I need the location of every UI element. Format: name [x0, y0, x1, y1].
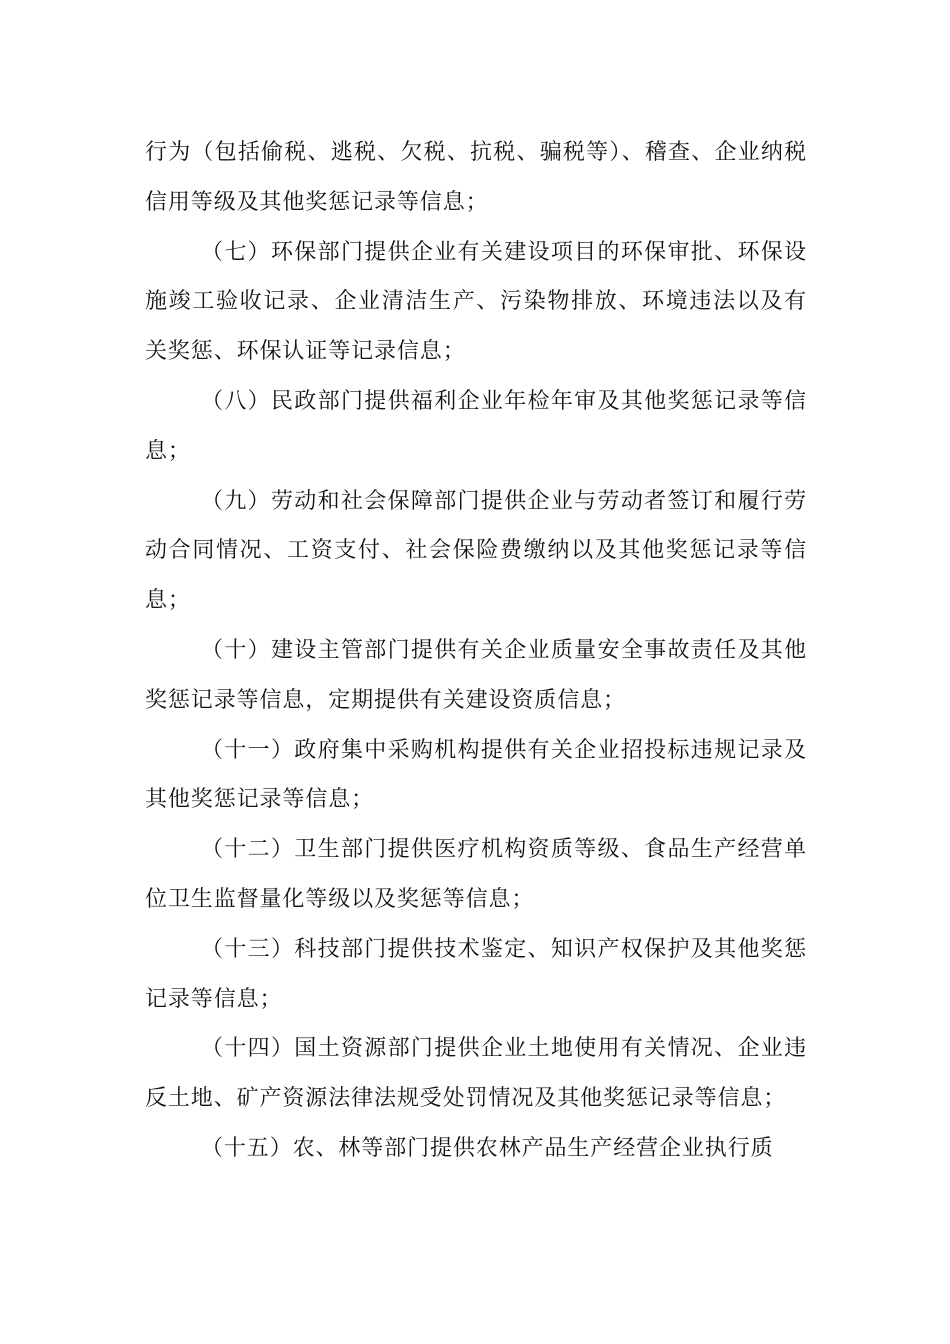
paragraph-construction: （十）建设主管部门提供有关企业质量安全事故责任及其他奖惩记录等信息，定期提供有关建设资质信息；	[145, 637, 807, 713]
paragraph-civil-affairs: （八）民政部门提供福利企业年检年审及其他奖惩记录等信息；	[145, 388, 807, 464]
paragraph-agriculture-forestry: （十五）农、林等部门提供农林产品生产经营企业执行质	[201, 1135, 774, 1161]
paragraph-health: （十二）卫生部门提供医疗机构资质等级、食品生产经营单位卫生监督量化等级以及奖惩等信息；	[145, 837, 807, 912]
paragraph-environmental: （七）环保部门提供企业有关建设项目的环保审批、环保设施竣工验收记录、企业清洁生产、污染物排放、环境违法以及有关奖惩、环保认证等记录信息；	[145, 239, 807, 365]
document-page	[145, 128, 807, 1174]
paragraph-science: （十三）科技部门提供技术鉴定、知识产权保护及其他奖惩记录等信息；	[145, 936, 807, 1012]
paragraph-labor: （九）劳动和社会保障部门提供企业与劳动者签订和履行劳动合同情况、工资支付、社会保险费缴纳以及其他奖惩记录等信息；	[145, 488, 807, 614]
paragraph-procurement: （十一）政府集中采购机构提供有关企业招投标违规记录及其他奖惩记录等信息；	[145, 737, 807, 813]
paragraph-tax: 行为（包括偷税、逃税、欠税、抗税、骗税等）、稽查、企业纳税信用等级及其他奖惩记录等信息；	[145, 140, 807, 215]
paragraph-land-resources: （十四）国土资源部门提供企业土地使用有关情况、企业违反土地、矿产资源法律法规受处罚情况及其他奖惩记录等信息；	[145, 1036, 807, 1112]
